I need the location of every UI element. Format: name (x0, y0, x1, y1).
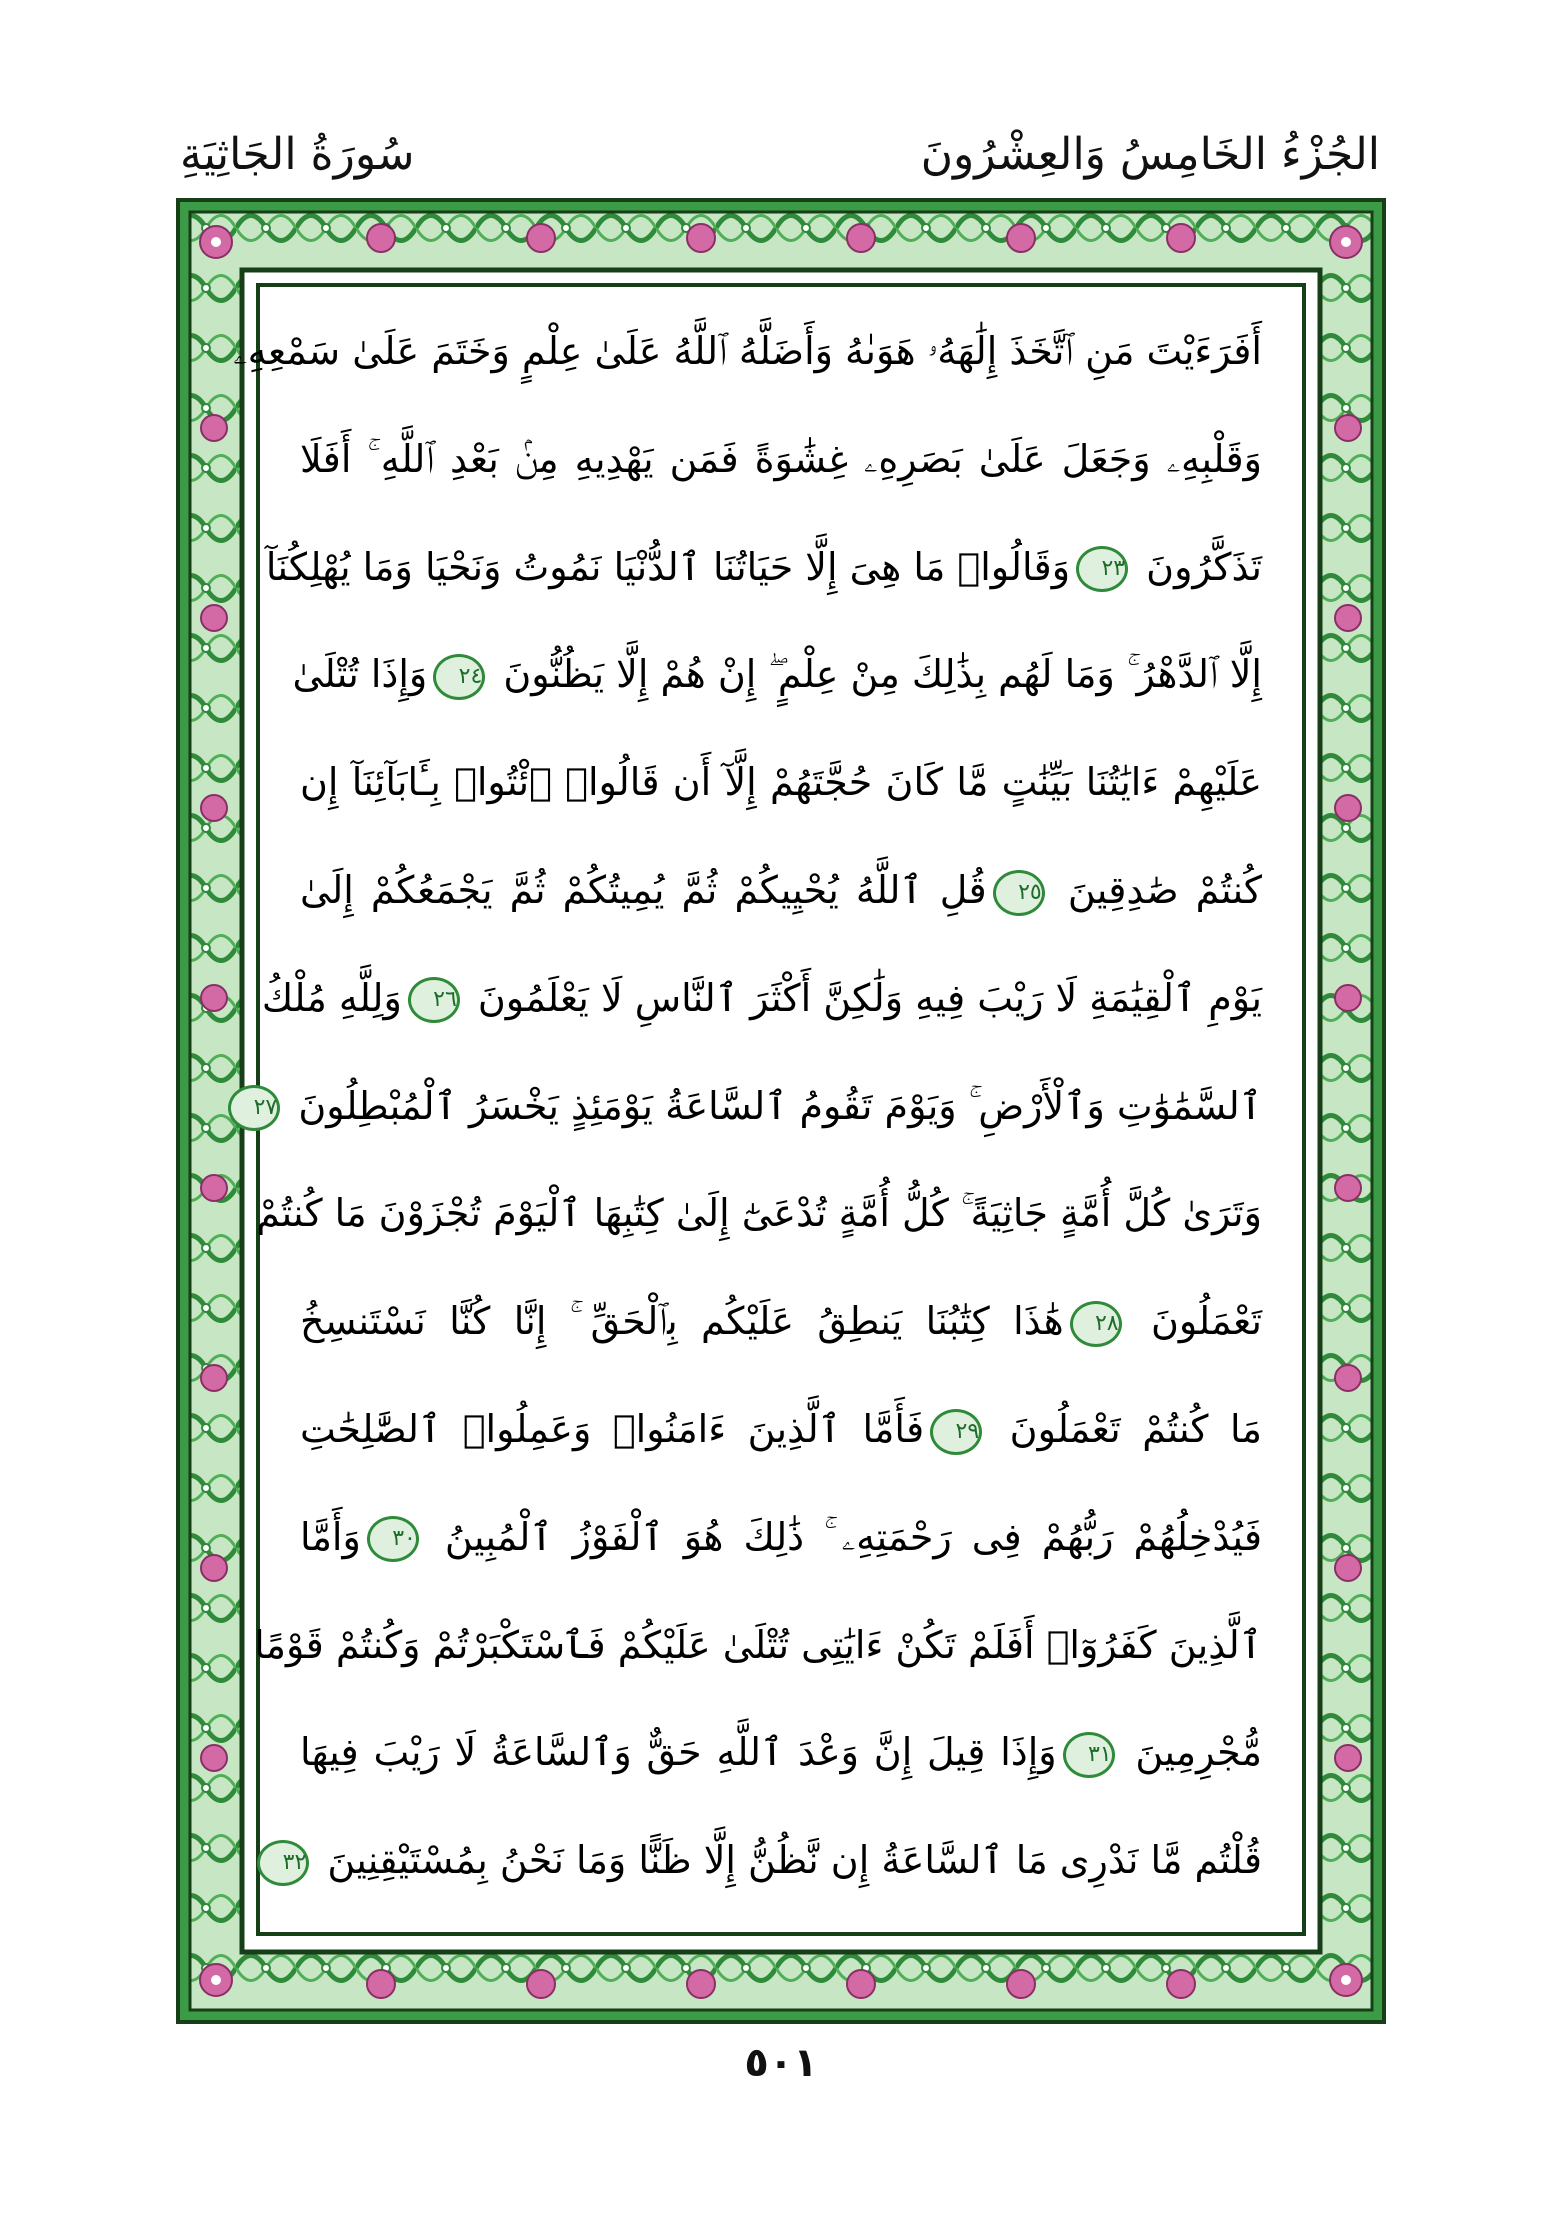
verse-line (261, 952, 1262, 1045)
verse-text: وَتَرَىٰ كُلَّ أُمَّةٍ جَاثِيَةً ۚ كُلُّ أُمَّةٍ تُدْعَىٰٓ إِلَىٰ كِتَٰبِهَا ٱلْيَوْمَ تُجْزَوْنَ مَا كُنتُمْ (256, 1191, 1262, 1236)
ayah-number-marker: ٣٢ (257, 1840, 309, 1886)
verse-text: فَأَمَّا ٱلَّذِينَ ءَامَنُوا۟ وَعَمِلُوا۟ ٱلصَّٰلِحَٰتِ (300, 1407, 925, 1451)
verse-text: ٱلسَّمَٰوَٰتِ وَٱلْأَرْضِ ۚ وَيَوْمَ تَقُومُ ٱلسَّاعَةُ يَوْمَئِذٍ يَخْسَرُ ٱلْمُبْطِلُونَ (286, 1083, 1262, 1128)
verse-line (256, 1167, 1262, 1260)
verse-line (300, 1383, 1262, 1476)
ayah-number-marker: ٣١ (1063, 1732, 1115, 1778)
ayah-number-marker: ٢٨ (1070, 1301, 1122, 1347)
ayah-number-marker: ٣٠ (367, 1516, 419, 1562)
verse-text: قُلْتُم مَّا نَدْرِى مَا ٱلسَّاعَةُ إِن نَّظُنُّ إِلَّا ظَنًّا وَمَا نَحْنُ بِمُسْتَيْقِنِينَ (315, 1838, 1262, 1883)
verse-text: فَيُدْخِلُهُمْ رَبُّهُمْ فِى رَحْمَتِهِۦ ۚ ذَٰلِكَ هُوَ ٱلْفَوْزُ ٱلْمُبِينُ (424, 1514, 1262, 1559)
verse-text: وَأَمَّا (300, 1514, 361, 1559)
ayah-number-marker: ٢٦ (408, 977, 460, 1023)
verse-line (300, 1491, 1262, 1584)
verse-line (254, 1599, 1262, 1692)
verse-line (253, 1060, 1262, 1153)
verse-text: تَذَكَّرُونَ (1134, 544, 1262, 589)
verse-text: مُّجْرِمِينَ (1120, 1730, 1262, 1775)
ayah-number-marker: ٢٤ (433, 654, 485, 700)
verse-text: وَقَالُوا۟ مَا هِىَ إِلَّا حَيَاتُنَا ٱلدُّنْيَا نَمُوتُ وَنَحْيَا وَمَا يُهْلِكُنَآ (265, 544, 1071, 589)
verse-text: وَقَلْبِهِۦ وَجَعَلَ عَلَىٰ بَصَرِهِۦ غِشَٰوَةً فَمَن يَهْدِيهِ مِنۢ بَعْدِ ٱللَّهِ ۚ أَفَلَا (300, 436, 1262, 481)
juz-title: الجُزْءُ الخَامِسُ وَالعِشْرُونَ (920, 129, 1380, 180)
page-number: ٥٠١ (744, 2040, 818, 2086)
verse-text: إِلَّا ٱلدَّهْرُ ۚ وَمَا لَهُم بِذَٰلِكَ مِنْ عِلْمٍ ۖ إِنْ هُمْ إِلَّا يَظُنُّونَ (491, 652, 1262, 697)
verse-text: ٱلَّذِينَ كَفَرُوٓا۟ أَفَلَمْ تَكُنْ ءَايَٰتِى تُتْلَىٰ عَلَيْكُمْ فَٱسْتَكْبَرْتُمْ وَكُنتُمْ قَوْمًا (254, 1622, 1262, 1667)
page-header (180, 120, 1380, 190)
surah-title: سُورَةُ الجَاثِيَةِ (180, 129, 415, 180)
ayah-number-marker: ٢٩ (930, 1409, 982, 1455)
verse-text: يَوْمِ ٱلْقِيَٰمَةِ لَا رَيْبَ فِيهِ وَلَٰكِنَّ أَكْثَرَ ٱلنَّاسِ لَا يَعْلَمُونَ (465, 975, 1262, 1020)
verse-line (300, 1275, 1262, 1368)
verse-text: عَلَيْهِمْ ءَايَٰتُنَا بَيِّنَٰتٍ مَّا كَانَ حُجَّتَهُمْ إِلَّآ أَن قَالُوا۟ ٱئْتُوا۟ بِـَٔابَآئِنَآ إِن (300, 760, 1262, 805)
verse-line (265, 521, 1262, 614)
verse-text: مَا كُنتُمْ تَعْمَلُونَ (988, 1407, 1262, 1451)
verse-line (300, 844, 1262, 937)
verse-text: كُنتُمْ صَٰدِقِينَ (1050, 868, 1262, 912)
ayah-number-marker: ٢٣ (1076, 546, 1128, 592)
verse-line (300, 413, 1262, 506)
verse-lines (233, 305, 1262, 1914)
quran-text-area (233, 283, 1306, 1936)
verse-text: وَإِذَا تُتْلَىٰ (292, 652, 428, 697)
verse-text: هَٰذَا كِتَٰبُنَا يَنطِقُ عَلَيْكُم بِٱلْحَقِّ ۚ إِنَّا كُنَّا نَسْتَنسِخُ (300, 1299, 1064, 1344)
verse-line (292, 628, 1262, 721)
verse-line (282, 1814, 1262, 1907)
verse-line (300, 1706, 1262, 1799)
verse-text: تَعْمَلُونَ (1127, 1299, 1262, 1344)
verse-text: وَإِذَا قِيلَ إِنَّ وَعْدَ ٱللَّهِ حَقٌّ وَٱلسَّاعَةُ لَا رَيْبَ فِيهَا (300, 1730, 1057, 1775)
verse-text: قُلِ ٱللَّهُ يُحْيِيكُمْ ثُمَّ يُمِيتُكُمْ ثُمَّ يَجْمَعُكُمْ إِلَىٰ (300, 868, 987, 912)
verse-text: أَفَرَءَيْتَ مَنِ ٱتَّخَذَ إِلَٰهَهُۥ هَوَىٰهُ وَأَضَلَّهُ ٱللَّهُ عَلَىٰ عِلْمٍ وَخَتَمَ عَلَىٰ سَمْعِهِۦ (233, 329, 1262, 373)
verse-line (300, 736, 1262, 829)
verse-text: وَلِلَّهِ مُلْكُ (261, 975, 402, 1020)
ayah-number-marker: ٢٧ (228, 1085, 280, 1131)
ayah-number-marker: ٢٥ (993, 870, 1045, 916)
verse-line (233, 305, 1262, 398)
